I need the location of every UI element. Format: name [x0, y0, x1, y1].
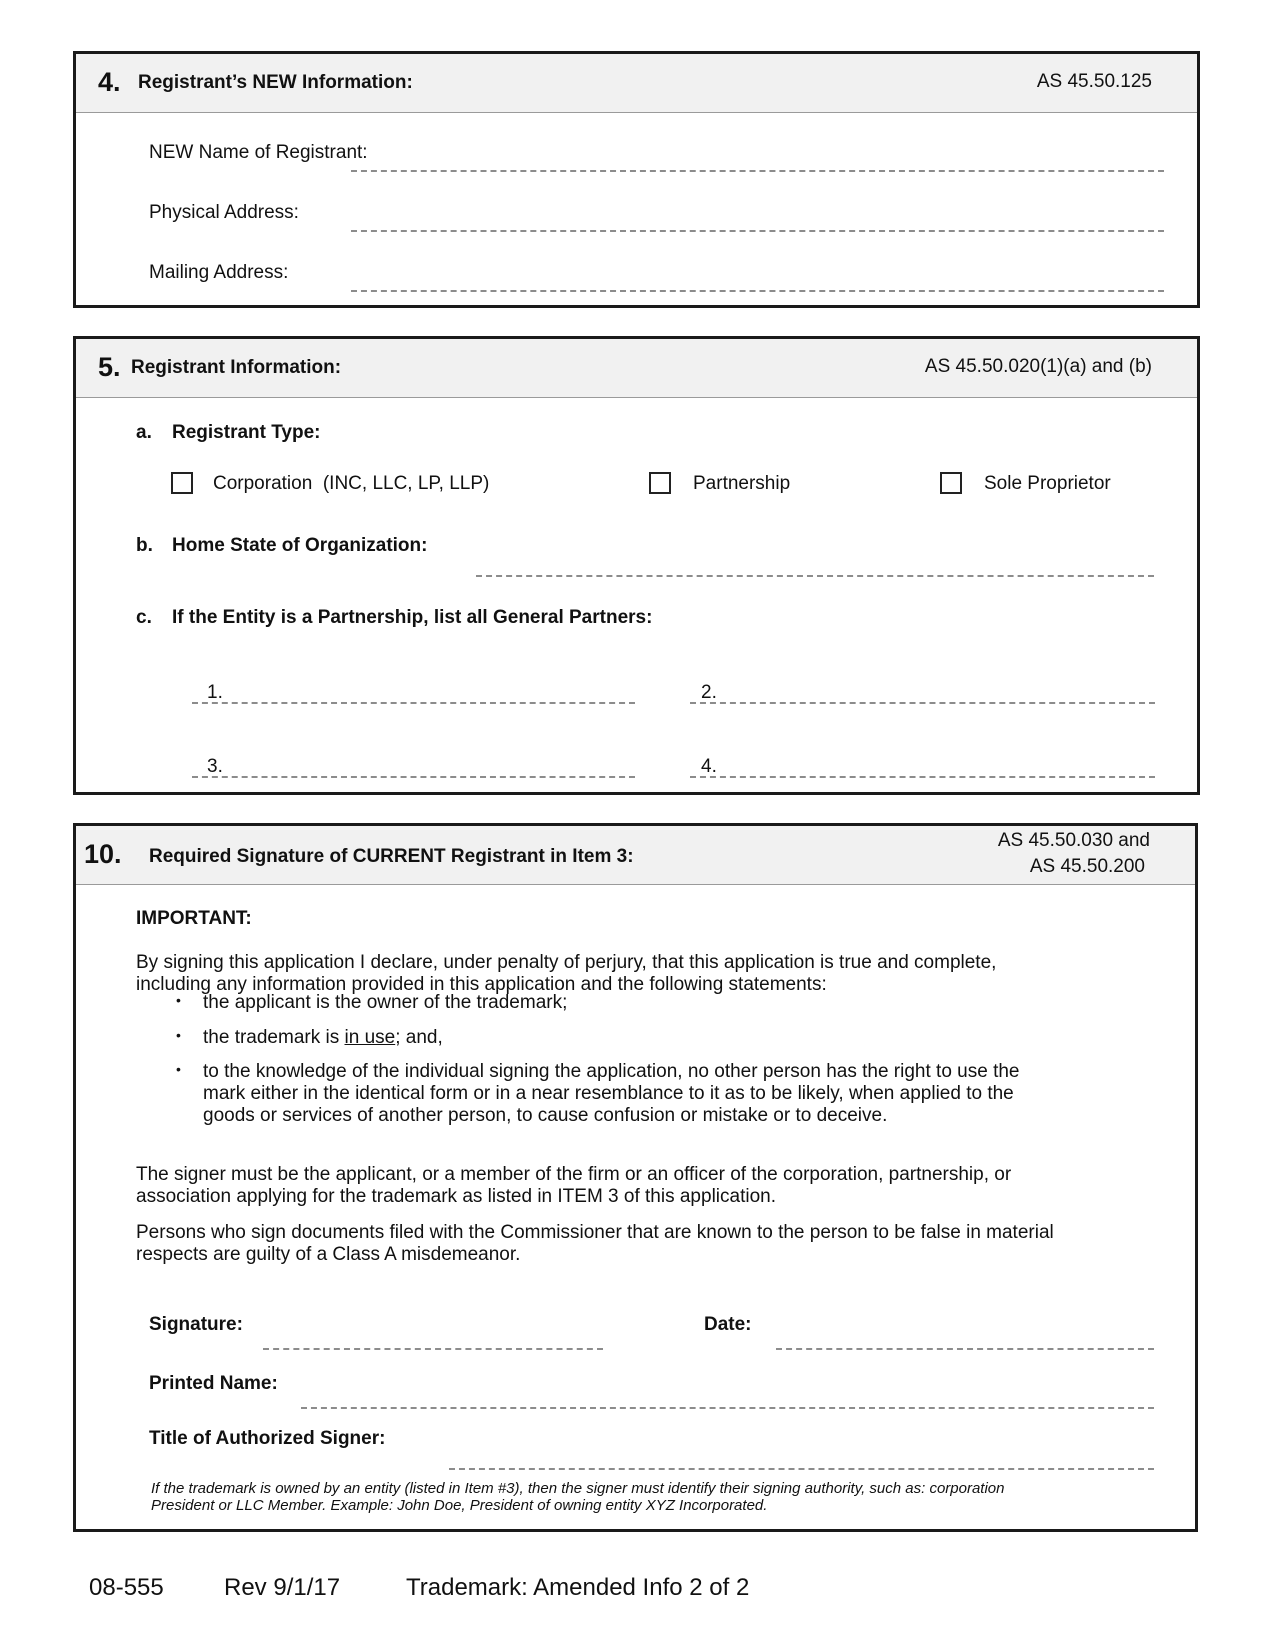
- statement-no-other-person: [203, 1061, 1163, 1127]
- statement-line-1: to the knowledge of the individual signing the application, no other person has the right to use the: [203, 1061, 1020, 1082]
- statement-in-use-prefix: the trademark is: [203, 1027, 345, 1048]
- partnership-checkbox[interactable]: [649, 472, 671, 494]
- note-line-2: President or LLC Member. Example: John Doe, President of owning entity XYZ Incorporated.: [151, 1497, 768, 1514]
- statement-in-use-suffix: ; and,: [395, 1027, 443, 1048]
- revision-date: Rev 9/1/17: [224, 1574, 341, 1601]
- physical-address-field[interactable]: [351, 230, 1164, 232]
- signature-label: Signature:: [149, 1314, 243, 1335]
- bullet-marker-1: •: [176, 992, 181, 1008]
- section-4-new-information: [73, 51, 1200, 308]
- sole-proprietor-option-label: Sole Proprietor: [984, 473, 1111, 494]
- partner-2-number: 2.: [701, 682, 717, 703]
- section-10-header: [76, 826, 1195, 885]
- date-field[interactable]: [776, 1348, 1154, 1350]
- partner-4-field[interactable]: [690, 776, 1155, 778]
- declaration-line-1: By signing this application I declare, under penalty of perjury, that this application is true and complete,: [136, 952, 997, 973]
- section-number: 5.: [98, 352, 121, 382]
- partner-2-field[interactable]: [690, 702, 1155, 704]
- partner-4-number: 4.: [701, 756, 717, 777]
- new-name-field[interactable]: [351, 170, 1164, 172]
- signer-line-2: association applying for the trademark as listed in ITEM 3 of this application.: [136, 1186, 776, 1207]
- corporation-option-label: Corporation (INC, LLC, LP, LLP): [213, 473, 490, 494]
- general-partners-label: If the Entity is a Partnership, list all General Partners:: [172, 607, 653, 628]
- bullet-marker-3: •: [176, 1061, 181, 1077]
- declaration-line-2: including any information provided in this application and the following statements:: [136, 974, 827, 995]
- statute-reference-line-1: AS 45.50.030 and: [997, 830, 1150, 851]
- statute-reference: AS 45.50.125: [1036, 71, 1152, 92]
- home-state-label: Home State of Organization:: [172, 535, 428, 556]
- in-use-underlined: in use: [344, 1027, 396, 1048]
- signing-authority-note: [151, 1480, 1161, 1514]
- signature-field[interactable]: [263, 1348, 603, 1350]
- mailing-address-label: Mailing Address:: [149, 262, 289, 283]
- statement-owner: the applicant is the owner of the trademark;: [203, 992, 568, 1013]
- statute-reference-line-2: AS 45.50.200: [1029, 856, 1145, 877]
- section-10-required-signature: [73, 823, 1198, 1532]
- section-4-header: [76, 54, 1197, 113]
- title-of-signer-label: Title of Authorized Signer:: [149, 1428, 386, 1449]
- new-name-label: NEW Name of Registrant:: [149, 142, 368, 163]
- section-5-header: [76, 339, 1197, 398]
- misdemeanor-line-2: respects are guilty of a Class A misdemeanor.: [136, 1244, 521, 1265]
- statute-reference: AS 45.50.020(1)(a) and (b): [924, 356, 1152, 377]
- physical-address-label: Physical Address:: [149, 202, 299, 223]
- bullet-marker-2: •: [176, 1027, 181, 1043]
- misdemeanor-line-1: Persons who sign documents filed with the Commissioner that are known to the person to be false in material: [136, 1222, 1054, 1243]
- item-a-marker: a.: [136, 422, 152, 443]
- item-c-marker: c.: [136, 607, 152, 628]
- mailing-address-field[interactable]: [351, 290, 1164, 292]
- page-footer-title: Trademark: Amended Info 2 of 2: [406, 1574, 750, 1601]
- registrant-type-label: Registrant Type:: [172, 422, 321, 443]
- misdemeanor-paragraph: [136, 1222, 1176, 1266]
- statement-line-3: goods or services of another person, to cause confusion or mistake or to deceive.: [203, 1105, 888, 1126]
- sole-proprietor-checkbox[interactable]: [940, 472, 962, 494]
- section-title: Required Signature of CURRENT Registrant in Item 3:: [149, 846, 634, 867]
- section-title: Registrant Information:: [131, 357, 342, 378]
- partner-3-field[interactable]: [192, 776, 635, 778]
- home-state-field[interactable]: [476, 575, 1154, 577]
- signer-requirement-paragraph: [136, 1164, 1176, 1208]
- section-number: 10.: [84, 839, 122, 869]
- statement-in-use: [203, 1027, 443, 1049]
- printed-name-field[interactable]: [301, 1407, 1154, 1409]
- important-heading: IMPORTANT:: [136, 908, 252, 929]
- section-5-registrant-information: [73, 336, 1200, 795]
- form-number: 08-555: [89, 1574, 164, 1601]
- title-of-signer-field[interactable]: [449, 1468, 1154, 1470]
- signer-line-1: The signer must be the applicant, or a member of the firm or an officer of the corporation, partnership, or: [136, 1164, 1012, 1185]
- statement-line-2: mark either in the identical form or in a near resemblance to it as to be likely, when applied to the: [203, 1083, 1014, 1104]
- partner-3-number: 3.: [207, 756, 223, 777]
- date-label: Date:: [704, 1314, 752, 1335]
- printed-name-label: Printed Name:: [149, 1373, 278, 1394]
- item-b-marker: b.: [136, 535, 153, 556]
- note-line-1: If the trademark is owned by an entity (listed in Item #3), then the signer must identify their signing authority, such as: corporation: [151, 1480, 1005, 1497]
- partner-1-number: 1.: [207, 682, 223, 703]
- section-title: Registrant’s NEW Information:: [138, 72, 413, 93]
- partnership-option-label: Partnership: [693, 473, 791, 494]
- declaration-paragraph: [136, 952, 1176, 996]
- corporation-checkbox[interactable]: [171, 472, 193, 494]
- section-number: 4.: [98, 67, 121, 97]
- partner-1-field[interactable]: [192, 702, 635, 704]
